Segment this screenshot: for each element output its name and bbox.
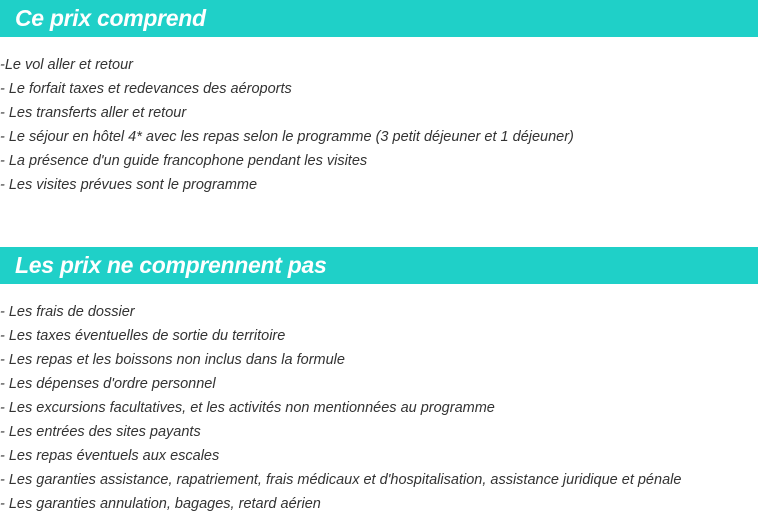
included-item: - Les transferts aller et retour (0, 105, 187, 121)
included-item: - Les visites prévues sont le programme (0, 177, 258, 193)
included-item: - La présence d'un guide francophone pendant les visites (0, 153, 368, 169)
excluded-item: - Les excursions facultatives, et les activités non mentionnées au programme (0, 400, 495, 416)
excluded-item: - Les dépenses d'ordre personnel (0, 376, 216, 392)
excluded-items-list (0, 300, 681, 516)
excluded-section-header (0, 247, 758, 284)
included-section-title: Ce prix comprend (15, 5, 206, 31)
included-item: -Le vol aller et retour (0, 57, 133, 73)
included-items-list (0, 53, 574, 197)
excluded-item: - Les taxes éventuelles de sortie du territoire (0, 328, 286, 344)
excluded-item: - Les garanties assistance, rapatriement, frais médicaux et d'hospitalisation, assistance juridique et pénale (0, 472, 682, 488)
excluded-section-title: Les prix ne comprennent pas (15, 252, 327, 278)
included-item: - Le séjour en hôtel 4* avec les repas selon le programme (3 petit déjeuner et 1 déjeuner) (0, 129, 574, 145)
excluded-item: - Les repas et les boissons non inclus dans la formule (0, 352, 345, 368)
excluded-item: - Les repas éventuels aux escales (0, 448, 220, 464)
excluded-item: - Les entrées des sites payants (0, 424, 201, 440)
included-section-header (0, 0, 758, 37)
included-item: - Le forfait taxes et redevances des aéroports (0, 81, 292, 97)
excluded-item: - Les garanties annulation, bagages, retard aérien (0, 496, 321, 512)
excluded-item: - Les frais de dossier (0, 304, 135, 320)
